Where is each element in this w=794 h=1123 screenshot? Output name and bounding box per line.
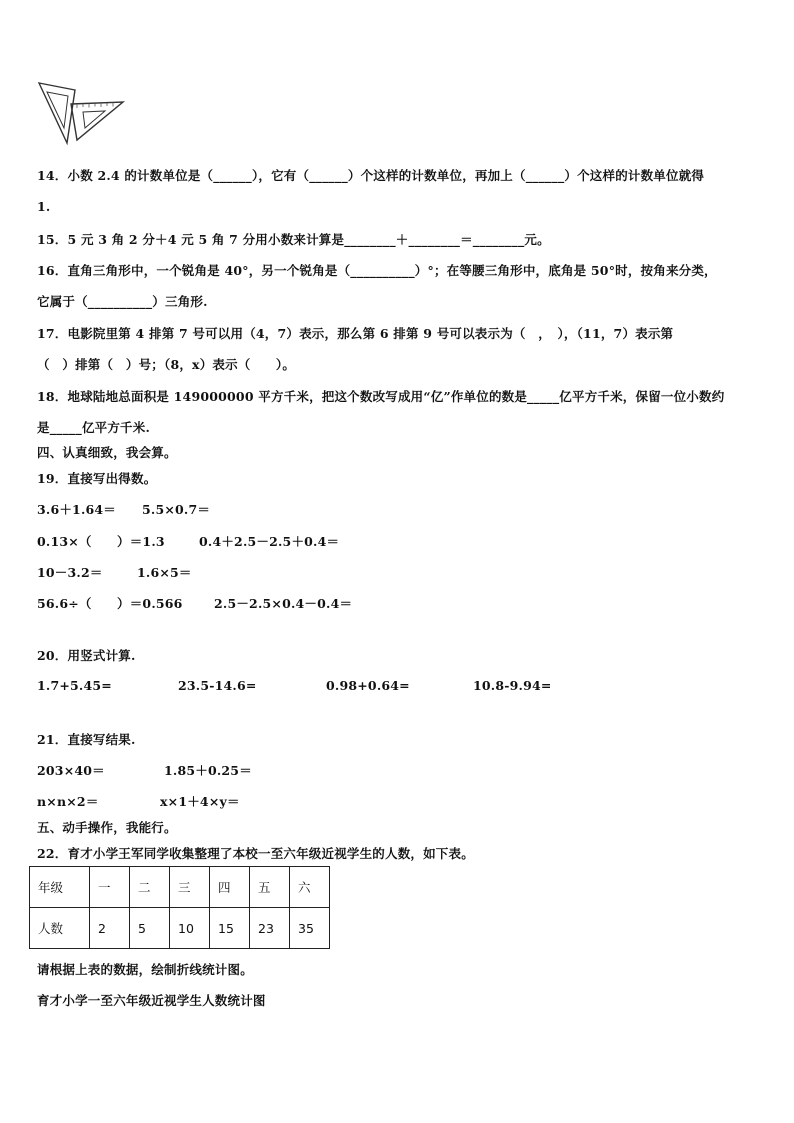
q19-item: 0.13×（ ）＝1.3 [37,534,165,549]
q14-line2: 1. [37,199,51,214]
q19-title: 19．直接写出得数。 [37,471,157,486]
set-square-ruler-icon [37,80,127,146]
table-row [30,908,330,949]
table-cell: 二 [130,867,170,908]
q18-line1: 18．地球陆地总面积是 149000000 平方千米，把这个数改写成用“亿”作单位的数是_____亿平方千米，保留一位小数约 [37,389,725,404]
nearsighted-students-table [29,866,330,949]
q20-item: 0.98+0.64= [326,678,410,693]
q16-line1: 16．直角三角形中，一个锐角是 40°，另一个锐角是（__________）°；在等腰三角形中，底角是 50°时，按角来分类， [37,263,717,278]
q19-item: 2.5－2.5×0.4－0.4＝ [214,596,353,611]
q21-item: n×n×2＝ [37,794,99,809]
q20-title: 20．用竖式计算. [37,648,136,663]
q19-item: 5.5×0.7＝ [142,502,211,517]
table-cell: 年级 [30,867,90,908]
section-5-heading: 五、动手操作，我能行。 [37,820,177,835]
q16-line2: 它属于（__________）三角形. [37,294,208,309]
table-cell: 六 [290,867,330,908]
q22-title: 22．育才小学王军同学收集整理了本校一至六年级近视学生的人数，如下表。 [37,846,474,861]
table-cell: 五 [250,867,290,908]
table-header-row [30,867,330,908]
q19-item: 3.6＋1.64＝ [37,502,116,517]
table-cell: 35 [290,908,330,949]
q17-line1: 17．电影院里第 4 排第 7 号可以用（4，7）表示，那么第 6 排第 9 号可以表示为（ ， ），（11，7）表示第 [37,326,674,341]
q19-item: 0.4＋2.5－2.5＋0.4＝ [199,534,340,549]
table-cell: 5 [130,908,170,949]
q15-text: 15．5 元 3 角 2 分＋4 元 5 角 7 分用小数来计算是________＋________＝________元。 [37,232,550,247]
q20-item: 23.5-14.6= [178,678,257,693]
table-cell: 15 [210,908,250,949]
q17-line2: （ ）排第（ ）号；（8，x）表示（ ）。 [37,357,296,372]
section-4-heading: 四、认真细致，我会算。 [37,445,177,460]
q21-item: x×1＋4×y＝ [160,794,240,809]
table-cell: 三 [170,867,210,908]
q20-item: 1.7+5.45= [37,678,112,693]
q21-item: 203×40＝ [37,763,105,778]
q21-item: 1.85＋0.25＝ [164,763,252,778]
q22-instruction: 请根据上表的数据，绘制折线统计图。 [37,962,253,977]
q19-item: 56.6÷（ ）＝0.566 [37,596,183,611]
q14-line1: 14．小数 2.4 的计数单位是（______），它有（______）个这样的计数单位，再加上（______）个这样的计数单位就得 [37,168,705,183]
q18-line2: 是_____亿平方千米. [37,420,151,435]
table-cell: 一 [90,867,130,908]
table-cell: 人数 [30,908,90,949]
table-cell: 四 [210,867,250,908]
chart-title: 育才小学一至六年级近视学生人数统计图 [37,993,266,1008]
q19-item: 1.6×5＝ [137,565,192,580]
table-cell: 2 [90,908,130,949]
table-cell: 10 [170,908,210,949]
q21-title: 21．直接写结果. [37,732,136,747]
q20-item: 10.8-9.94= [473,678,552,693]
q19-item: 10－3.2＝ [37,565,103,580]
table-cell: 23 [250,908,290,949]
